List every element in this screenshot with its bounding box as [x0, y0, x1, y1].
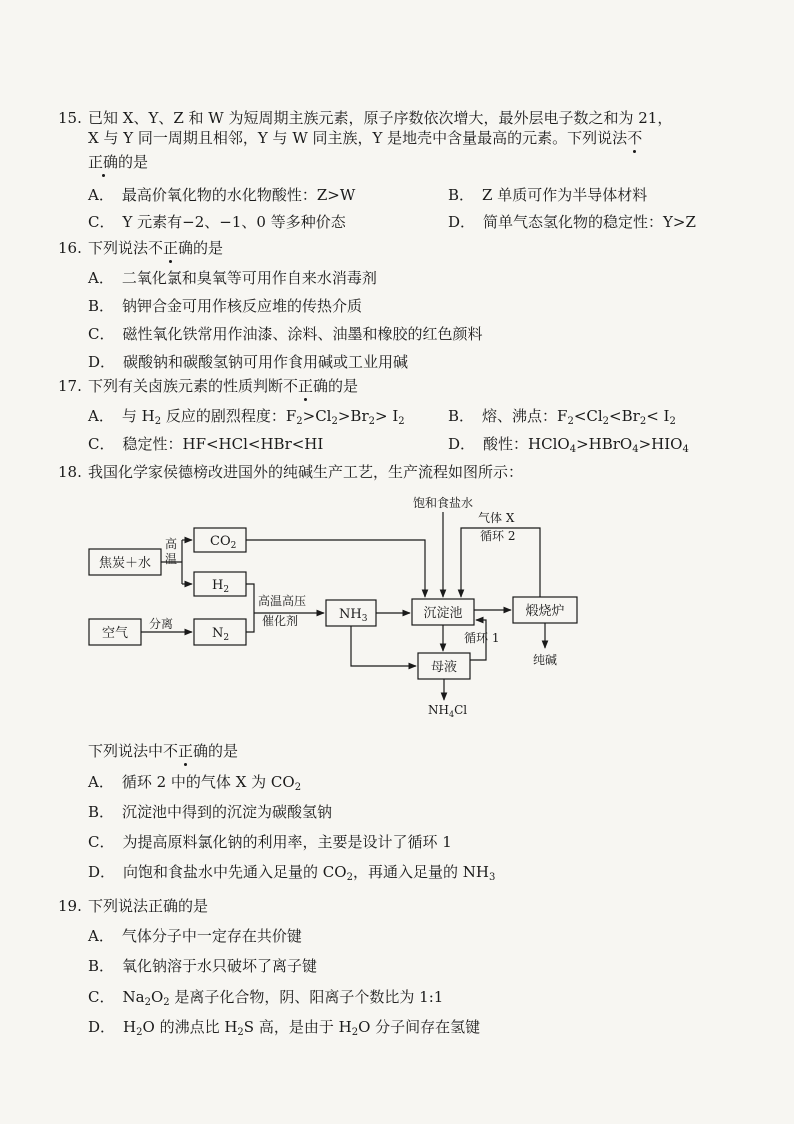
- q16-option-a[interactable]: A． 二氧化氯和臭氧等可用作自来水消毒剂: [88, 269, 377, 287]
- label-co2: $CO_2$: [210, 534, 237, 551]
- q18-option-c[interactable]: C． 为提高原料氯化钠的利用率，主要是设计了循环 1: [88, 833, 452, 851]
- q18-option-a[interactable]: A． 循环 2 中的气体 X 为 $CO_2$: [88, 773, 302, 793]
- label-soda-ash: 纯碱: [532, 653, 558, 667]
- label-temp: 温: [165, 552, 178, 566]
- label-nh4cl: $NH_4Cl$: [428, 703, 468, 719]
- question-15-stem-line1: 已知 X、Y、Z 和 W 为短周期主族元素，原子序数依次增大，最外层电子数之和为 21，: [88, 109, 673, 127]
- q15-option-d[interactable]: D． 简单气态氢化物的稳定性：Y>Z: [448, 213, 696, 231]
- q19-option-a[interactable]: A． 气体分子中一定存在共价键: [88, 927, 302, 945]
- q17-option-b[interactable]: B． 熔、沸点：$F_2<Cl_2<Br_2< I_2$: [448, 407, 676, 427]
- label-cycle-1: 循环 1: [464, 631, 500, 645]
- question-18-sub-stem: 下列说法中不正确的是: [88, 742, 239, 760]
- question-17-stem: 下列有关卤族元素的性质判断不正确的是: [88, 377, 359, 395]
- question-16-stem: 下列说法不正确的是: [88, 239, 224, 257]
- label-brine: 饱和食盐水: [412, 496, 474, 510]
- question-19-stem: 下列说法正确的是: [88, 897, 209, 915]
- question-15-number: 15.: [58, 109, 82, 127]
- q16-option-d[interactable]: D． 碳酸钠和碳酸氢钠可用作食用碱或工业用碱: [88, 353, 409, 371]
- label-h2: $H_2$: [212, 578, 230, 595]
- q17-option-a[interactable]: A． 与 $H_2$ 反应的剧烈程度：$F_2>Cl_2>Br_2> I_2$: [88, 407, 405, 427]
- label-cycle-2: 循环 2: [480, 529, 516, 543]
- q15-option-b[interactable]: B． Z 单质可作为半导体材料: [448, 186, 648, 204]
- label-calcining-furnace: 煅烧炉: [525, 604, 565, 619]
- question-15-stem-line2: X 与 Y 同一周期且相邻，Y 与 W 同主族，Y 是地壳中含量最高的元素。下列说法不: [88, 129, 643, 147]
- q16-option-c[interactable]: C． 磁性氧化铁常用作油漆、涂料、油墨和橡胶的红色颜料: [88, 325, 483, 343]
- label-nh3: $NH_3$: [339, 607, 368, 624]
- question-17-number: 17.: [58, 377, 82, 395]
- label-coke-water: 焦炭＋水: [98, 556, 152, 571]
- label-conditions-2: 催化剂: [262, 614, 299, 628]
- q15-option-c[interactable]: C． Y 元素有−2、−1、0 等多种价态: [88, 213, 346, 231]
- q17-option-c[interactable]: C． 稳定性：HF<HCl<HBr<HI: [88, 435, 324, 453]
- label-n2: $N_2$: [212, 626, 230, 643]
- question-16-number: 16.: [58, 239, 82, 257]
- question-15-stem-line3: 正确的是: [88, 153, 149, 171]
- question-18-stem: 我国化学家侯德榜改进国外的纯碱生产工艺，生产流程如图所示：: [88, 463, 524, 481]
- label-separate: 分离: [149, 617, 174, 631]
- q16-option-b[interactable]: B． 钠钾合金可用作核反应堆的传热介质: [88, 297, 363, 315]
- q19-option-c[interactable]: C． $Na_2O_2$ 是离子化合物，阴、阳离子个数比为 1:1: [88, 988, 444, 1008]
- q18-option-d[interactable]: D． 向饱和食盐水中先通入足量的 $CO_2$，再通入足量的 $NH_3$: [88, 863, 496, 883]
- question-19-number: 19.: [58, 897, 82, 915]
- label-high: 高: [165, 537, 178, 551]
- question-18-number: 18.: [58, 463, 82, 481]
- q19-option-b[interactable]: B． 氧化钠溶于水只破坏了离子键: [88, 957, 318, 975]
- q15-option-a[interactable]: A． 最高价氧化物的水化物酸性：Z>W: [88, 186, 356, 204]
- label-gas-x: 气体 X: [478, 511, 515, 525]
- q19-option-d[interactable]: D． $H_2O$ 的沸点比 $H_2S$ 高，是由于 $H_2O$ 分子间存在氢键: [88, 1018, 481, 1038]
- q17-option-d[interactable]: D． 酸性：$HClO_4>HBrO_4>HIO_4$: [448, 435, 689, 455]
- q18-option-b[interactable]: B． 沉淀池中得到的沉淀为碳酸氢钠: [88, 803, 333, 821]
- label-mother-liquor: 母液: [430, 660, 458, 675]
- label-air: 空气: [101, 626, 129, 641]
- label-precipitation-tank: 沉淀池: [423, 606, 463, 621]
- label-conditions-1: 高温高压: [258, 594, 307, 608]
- soda-process-flow-diagram: [0, 480, 794, 720]
